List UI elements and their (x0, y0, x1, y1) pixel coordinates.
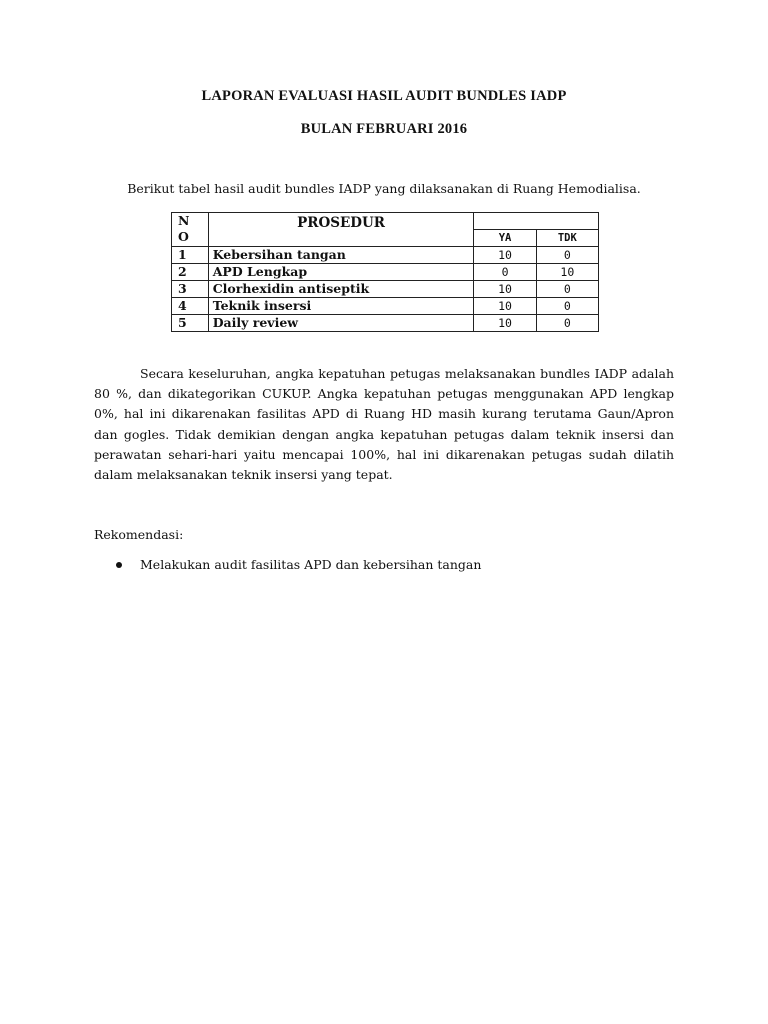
row-ya: 10 (474, 247, 536, 264)
no-header-line1: N (178, 213, 190, 228)
row-tdk: 0 (536, 281, 598, 298)
row-procedure: Kebersihan tangan (208, 247, 474, 264)
procedure-header: PROSEDUR (208, 213, 474, 247)
table-row (172, 247, 599, 264)
row-tdk: 0 (536, 298, 598, 315)
result-header-blank (474, 213, 599, 230)
no-header-line2: O (178, 229, 189, 244)
audit-table (171, 212, 599, 332)
row-no: 3 (172, 281, 209, 298)
row-no: 5 (172, 315, 209, 332)
row-procedure: Clorhexidin antiseptik (208, 281, 474, 298)
row-tdk: 0 (536, 247, 598, 264)
table-row (172, 264, 599, 281)
table-row (172, 281, 599, 298)
report-period: BULAN FEBRUARI 2016 (300, 121, 468, 137)
recommendation-text: Melakukan audit fasilitas APD dan kebersihan tangan (140, 557, 482, 572)
intro-sentence: Berikut tabel hasil audit bundles IADP yang dilaksanakan di Ruang Hemodialisa. (127, 181, 641, 196)
summary-paragraph: Secara keseluruhan, angka kepatuhan petugas melaksanakan bundles IADP adalah 80 %, dan dikategorikan CUKUP. Angka kepatuhan petugas menggunakan APD lengkap 0%, hal ini dikarenakan fasilitas APD di Ruang HD masih kurang terutama Gaun/Apron dan gogles. Tidak demikian dengan angka kepatuhan petugas dalam teknik insersi dan perawatan sehari-hari yaitu mencapai 100%, hal ini dikarenakan petugas sudah dilatih dalam melaksanakan teknik insersi yang tepat. (94, 366, 674, 483)
row-no: 1 (172, 247, 209, 264)
row-no: 2 (172, 264, 209, 281)
table-row (172, 315, 599, 332)
row-procedure: APD Lengkap (208, 264, 474, 281)
row-ya: 10 (474, 298, 536, 315)
recommendation-item (116, 557, 481, 572)
row-procedure: Teknik insersi (208, 298, 474, 315)
recommendation-label: Rekomendasi: (94, 527, 184, 542)
row-tdk: 0 (536, 315, 598, 332)
row-ya: 10 (474, 315, 536, 332)
row-procedure: Daily review (208, 315, 474, 332)
row-tdk: 10 (536, 264, 598, 281)
table-header-row (172, 213, 599, 230)
ya-header: YA (474, 230, 536, 247)
row-ya: 0 (474, 264, 536, 281)
no-header (172, 213, 209, 247)
bullet-icon (116, 562, 122, 568)
row-ya: 10 (474, 281, 536, 298)
table-row (172, 298, 599, 315)
report-title: LAPORAN EVALUASI HASIL AUDIT BUNDLES IADP (201, 88, 567, 104)
row-no: 4 (172, 298, 209, 315)
tdk-header: TDK (536, 230, 598, 247)
